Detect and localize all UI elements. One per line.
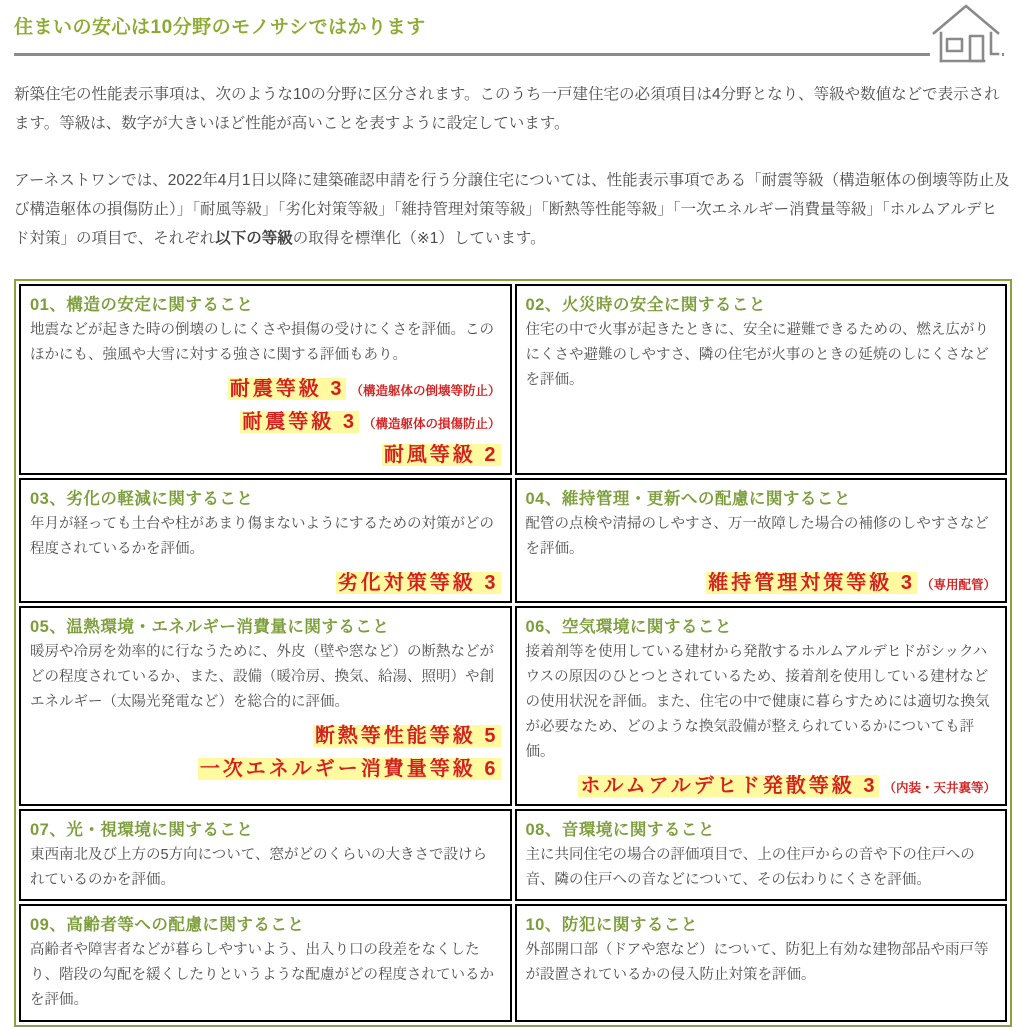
category-description: 暖房や冷房を効率的に行なうために、外皮（壁や窓など）の断熱などがどの程度されているか、また、設備（暖冷房、換気、給湯、照明）や創エネルギー（太陽光発電など）を総合的に評価。 — [30, 644, 494, 710]
category-description: 高齢者や障害者などが暮らしやすいよう、出入り口の段差をなくしたり、階段の勾配を緩くしたりというような配慮がどの程度されているかを評価。 — [30, 942, 494, 1008]
intro-paragraph-1: 新築住宅の性能表示事項は、次のような10の分野に区分されます。このうち一戸建住宅の必須項目は4分野となり、等級や数値などで表示されます。等級は、数字が大きいほど性能が高いことを表すように設定しています。 — [14, 86, 1000, 132]
category-cell-06 — [515, 606, 1008, 806]
category-title: 04、維持管理・更新への配慮に関すること — [525, 490, 851, 508]
category-cell-05 — [19, 606, 512, 806]
category-title: 02、火災時の安全に関すること — [525, 296, 766, 314]
category-description: 住宅の中で火事が起きたときに、安全に避難できるための、燃え広がりにくさや避難のしやすさ、隣の住宅が火事のときの延焼のしにくさなどを評価。 — [525, 322, 989, 388]
category-title: 09、高齢者等への配慮に関すること — [30, 916, 305, 934]
rating-badge: 維持管理対策等級 3 — [708, 572, 915, 594]
intro-p2-text-end: の取得を標準化（※1）しています。 — [292, 230, 546, 247]
category-cell-04 — [515, 478, 1008, 603]
rating-line — [30, 566, 501, 595]
category-cell-07 — [19, 809, 512, 901]
house-icon — [930, 2, 1002, 64]
intro-p2-bold-text: 以下の等級 — [215, 230, 293, 247]
category-description: 東西南北及び上方の5方向について、窓がどのくらいの大きさで設けられているのかを評価。 — [30, 847, 487, 888]
rating-line — [30, 372, 501, 401]
rating-badge: 耐震等級 3 — [242, 411, 357, 433]
table-row — [19, 478, 1007, 603]
rating-badge: 断熱等性能等級 5 — [314, 725, 499, 747]
category-description: 接着剤等を使用している建材から発散するホルムアルデヒドがシックハウスの原因のひとつとされているため、接着剤を使用している建材などの使用状況を評価。また、住宅の中で健康に暮らすためには適切な換気が必要なため、どのような換気設備が整えられているかについても評価。 — [525, 644, 990, 760]
category-cell-08 — [515, 809, 1008, 901]
category-title: 07、光・視環境に関すること — [30, 821, 254, 839]
rating-badge: 耐震等級 3 — [229, 378, 345, 400]
table-row — [19, 606, 1007, 806]
rating-badge: 劣化対策等級 3 — [337, 572, 499, 594]
category-cell-09 — [19, 904, 512, 1022]
rating-line — [30, 719, 501, 748]
category-title: 01、構造の安定に関すること — [30, 296, 254, 314]
rating-line — [30, 405, 501, 434]
category-title: 10、防犯に関すること — [525, 916, 698, 934]
ratings-list — [526, 566, 997, 595]
ratings-list — [30, 372, 501, 467]
category-title: 03、劣化の軽減に関すること — [30, 490, 254, 508]
category-table — [14, 279, 1012, 1027]
category-table-wrapper — [0, 253, 1024, 1027]
rating-badge: ホルムアルデヒド発散等級 3 — [580, 775, 878, 797]
page-header — [0, 0, 1024, 56]
rating-badge: 一次エネルギー消費量等級 6 — [199, 758, 499, 780]
rating-note: （構造躯体の倒壊等防止） — [350, 384, 501, 398]
page-title: 住まいの安心は10分野のモノサシではかります — [14, 17, 426, 38]
intro-paragraph-2 — [0, 138, 1024, 253]
category-cell-02 — [515, 284, 1008, 475]
category-cell-01 — [19, 284, 512, 475]
rating-badge: 耐風等級 2 — [383, 444, 499, 466]
intro-p2-text: アーネストワンでは、2022年4月1日以降に建築確認申請を行う分譲住宅については、性能表示事項である「耐震等級（構造躯体の倒壊等防止及び構造躯体の損傷防止）」「耐風等級」「劣化対策等級」「維持管理対策等級」「断熱等性能等級」「一次エネルギー消費量等級」「ホルムアルデヒド対策」の項目で、それぞれ — [14, 172, 1010, 247]
category-description: 配管の点検や清掃のしやすさ、万一故障した場合の補修のしやすさなどを評価。 — [525, 516, 989, 557]
ratings-list — [526, 769, 997, 798]
header-divider — [14, 53, 1004, 56]
category-description: 地震などが起きた時の倒壊のしにくさや損傷の受けにくさを評価。このほかにも、強風や大雪に対する強さに関する評価もあり。 — [30, 322, 494, 363]
rating-line — [526, 566, 997, 595]
ratings-list — [30, 566, 501, 595]
category-description: 年月が経っても土台や柱があまり傷まないようにするための対策がどの程度されているかを評価。 — [30, 516, 494, 557]
rating-line — [526, 769, 997, 798]
category-cell-10 — [515, 904, 1008, 1022]
table-row — [19, 904, 1007, 1022]
table-row — [19, 284, 1007, 475]
category-cell-03 — [19, 478, 512, 603]
category-title: 06、空気環境に関すること — [525, 618, 732, 636]
rating-line — [30, 438, 501, 467]
rating-note: （構造躯体の損傷防止） — [362, 417, 501, 431]
rating-line — [30, 752, 501, 781]
rating-note: （専用配管） — [920, 578, 996, 592]
table-row — [19, 809, 1007, 901]
rating-note: （内装・天井裏等） — [883, 781, 996, 795]
category-title: 08、音環境に関すること — [525, 821, 715, 839]
category-description: 主に共同住宅の場合の評価項目で、上の住戸からの音や下の住戸への音、隣の住戸への音などについて、その伝わりにくさを評価。 — [525, 847, 975, 888]
ratings-list — [30, 719, 501, 781]
category-title: 05、温熱環境・エネルギー消費量に関すること — [30, 618, 390, 636]
category-description: 外部開口部（ドアや窓など）について、防犯上有効な建物部品や雨戸等が設置されているかの侵入防止対策を評価。 — [525, 942, 989, 983]
